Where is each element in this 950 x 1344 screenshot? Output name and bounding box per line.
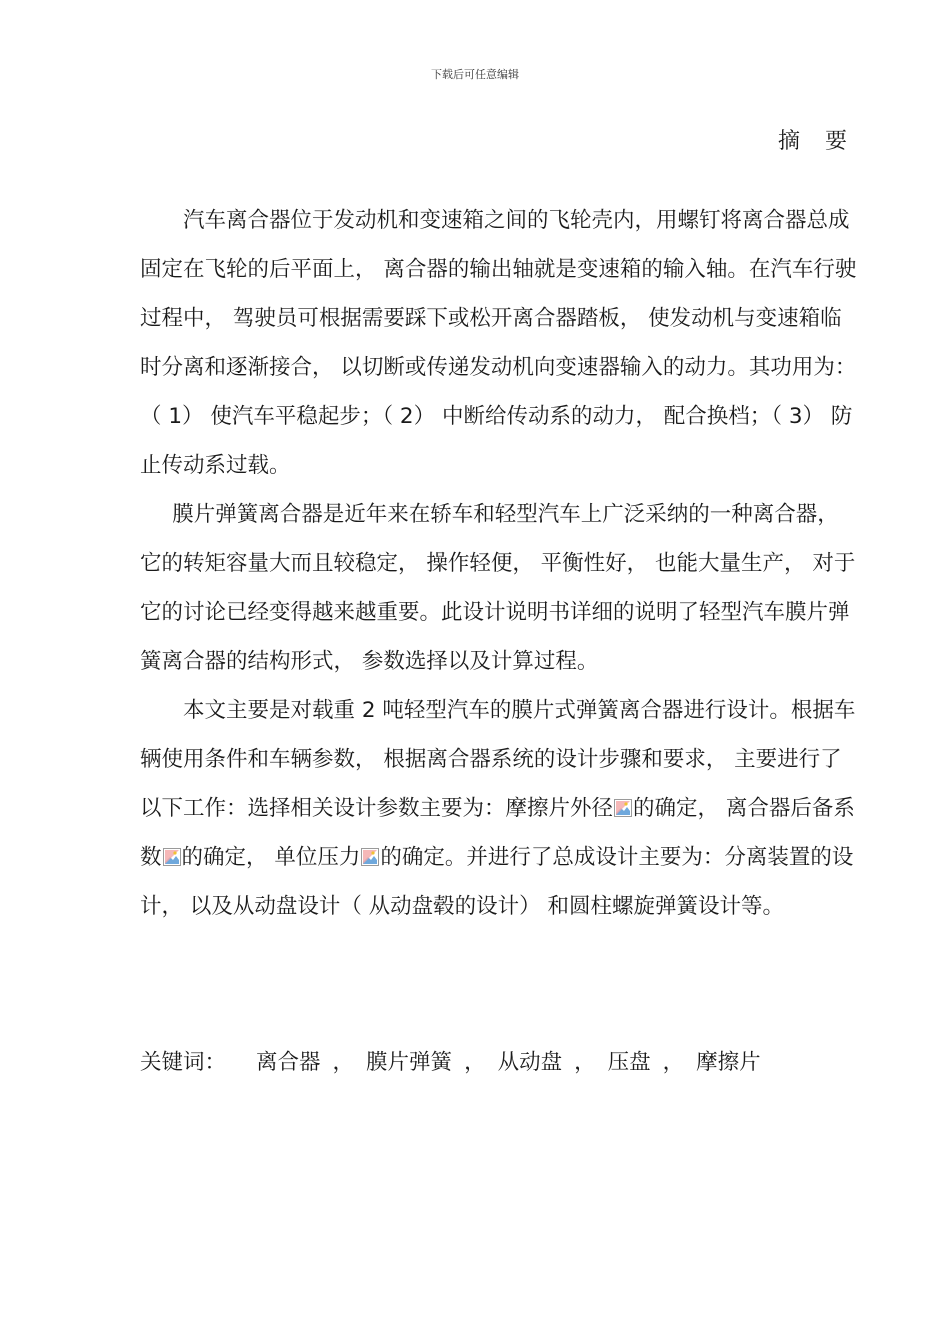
paragraph-1: 汽车离合器位于发动机和变速箱之间的飞轮壳内，用螺钉将离合器总成固定在飞轮的后平面上， 离合器的输出轴就是变速箱的输入轴。在汽车行驶过程中， 驾驶员可根据需要踩下或松开离合器踏板， 使发动机与变速箱临时分离和逐渐接合， 以切断或传递发动机向变速器输入的动力。其功用为：（ 1） 使汽车平稳起步；（ 2） 中断给传动系的动力， 配合换档；（ 3） 防止传动系过载。 <box>140 208 857 478</box>
paragraph-2: 膜片弹簧离合器是近年来在轿车和轻型汽车上广泛采纳的一种离合器， 它的转矩容量大而且较稳定， 操作轻便， 平衡性好， 也能大量生产， 对于它的讨论已经变得越来越重要。此设计说明书详细的说明了轻型汽车膜片弹簧离合器的结构形式， 参数选择以及计算过程。 <box>140 502 856 674</box>
paragraph-3-part-1: 本文主要是对载重 2 吨轻型汽车的膜片式弹簧离合器进行设计。根据车辆使用条件和车辆参数， 根据离合器系统的设计步骤和要求， 主要进行了以下工作：选择相关设计参数主要为：摩擦片外径 <box>140 698 856 821</box>
keyword-item: 从动盘 <box>497 1050 563 1075</box>
broken-image-icon <box>163 848 181 866</box>
broken-image-icon <box>614 799 632 817</box>
keyword-separator: ， <box>574 1050 596 1075</box>
keyword-item: 摩擦片 <box>696 1050 761 1075</box>
keyword-item: 离合器 <box>256 1050 321 1075</box>
keyword-separator: ， <box>332 1050 355 1075</box>
keywords-line <box>140 1043 840 1083</box>
keyword-item: 膜片弹簧 <box>366 1050 453 1075</box>
keywords-label: 关键词： <box>140 1050 227 1075</box>
header-note: 下载后可任意编辑 <box>431 68 519 81</box>
paragraph-3-part-3: 的确定， 单位压力 <box>181 845 361 870</box>
page-title: 摘 要 <box>778 129 856 154</box>
abstract-body <box>140 196 858 931</box>
keyword-separator: ， <box>662 1050 685 1075</box>
paragraph-3-part-2: 的确定， 离合器后备系数 <box>140 796 855 870</box>
keyword-separator: ， <box>464 1050 486 1075</box>
keyword-item: 压盘 <box>607 1050 651 1075</box>
paragraph-3 <box>140 686 858 931</box>
broken-image-icon <box>361 848 379 866</box>
paragraph-3-part-4: 的确定。并进行了总成设计主要为：分离装置的设计， 以及从动盘设计（ 从动盘毂的设计） 和圆柱螺旋弹簧设计等。 <box>140 845 854 919</box>
